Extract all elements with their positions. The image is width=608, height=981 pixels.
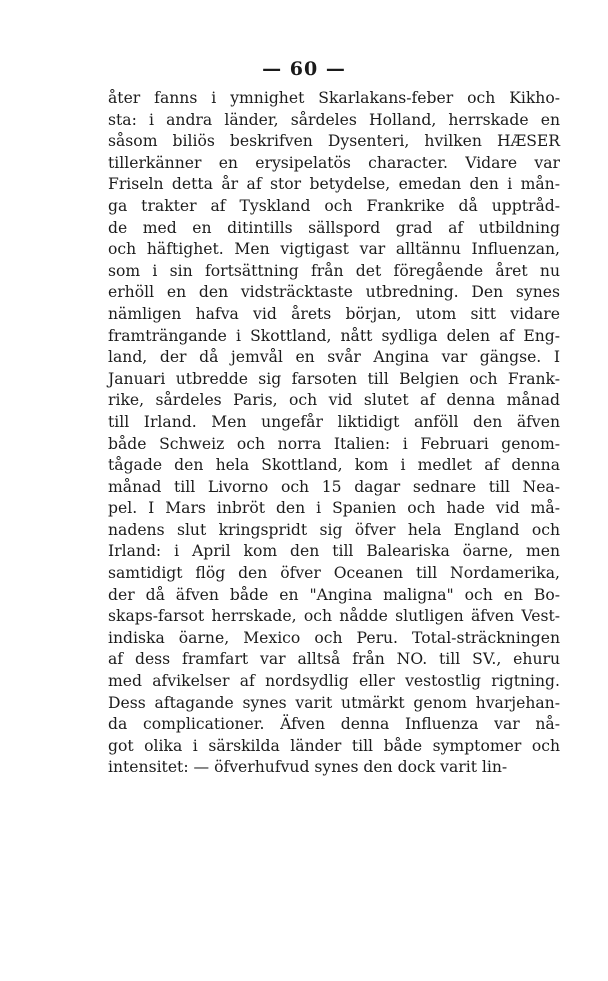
text-line: såsom biliös beskrifven Dysenteri, hvilken HÆSER xyxy=(108,132,560,151)
text-line: Dess aftagande synes varit utmärkt genom hvarjehan- xyxy=(108,693,560,712)
text-line: både Schweiz och norra Italien: i Februari genom- xyxy=(108,434,560,453)
text-line: framträngande i Skottland, nått sydliga delen af Eng- xyxy=(108,326,560,345)
text-line: Irland: i April kom den till Baleariska öarne, men xyxy=(108,542,560,561)
text-line: tågade den hela Skottland, kom i medlet af denna xyxy=(108,456,560,475)
text-line: de med en ditintills sällspord grad af utbildning xyxy=(108,218,560,237)
text-line: nämligen hafva vid årets början, utom sitt vidare xyxy=(108,304,560,323)
text-line: ga trakter af Tyskland och Frankrike då upptråd- xyxy=(108,196,560,215)
text-line: till Irland. Men ungefår liktidigt anföll den äfven xyxy=(108,412,560,431)
text-line: samtidigt flög den öfver Oceanen till Nordamerika, xyxy=(108,564,560,583)
text-line: intensitet: — öfverhufvud synes den dock varit lin- xyxy=(108,758,508,777)
text-line: rike, sårdeles Paris, och vid slutet af denna månad xyxy=(108,391,560,410)
text-line: med afvikelser af nordsydlig eller vestostlig rigtning. xyxy=(108,672,560,691)
text-line: indiska öarne, Mexico och Peru. Total-sträckningen xyxy=(108,628,560,647)
text-line: pel. I Mars inbröt den i Spanien och hade vid må- xyxy=(108,499,560,518)
text-line: åter fanns i ymnighet Skarlakans-feber och Kikho- xyxy=(108,89,560,107)
text-line: Friseln detta år af stor betydelse, emedan den i mån- xyxy=(108,175,560,194)
text-line: sta: i andra länder, sårdeles Holland, herrskade en xyxy=(108,110,560,129)
text-line: erhöll en den vidsträcktaste utbredning. Den synes xyxy=(108,283,560,302)
text-line: skaps-farsot herrskade, och nådde slutligen äfven Vest- xyxy=(108,607,560,626)
text-line: Januari utbredde sig farsoten till Belgien och Frank- xyxy=(108,369,560,388)
text-line: af dess framfart var alltså från NO. till SV., ehuru xyxy=(108,650,560,669)
text-line: som i sin fortsättning från det föregående året nu xyxy=(108,261,560,280)
page-number: — 60 — xyxy=(262,58,346,80)
text-line: land, der då jemvål en svår Angina var gängse. I xyxy=(108,348,560,367)
text-line: got olika i särskilda länder till både symptomer och xyxy=(108,736,560,755)
text-line: der då äfven både en "Angina maligna" och en Bo- xyxy=(108,585,560,604)
text-line: tillerkänner en erysipelatös character. Vidare var xyxy=(108,153,560,172)
text-line: nadens slut kringspridt sig öfver hela England och xyxy=(108,520,560,539)
text-line: månad till Livorno och 15 dagar sednare till Nea- xyxy=(108,477,560,496)
text-line: och häftighet. Men vigtigast var alltännu Influenzan, xyxy=(108,240,560,259)
body-text xyxy=(108,88,560,779)
text-line: da complicationer. Äfven denna Influenza var nå- xyxy=(108,715,560,734)
